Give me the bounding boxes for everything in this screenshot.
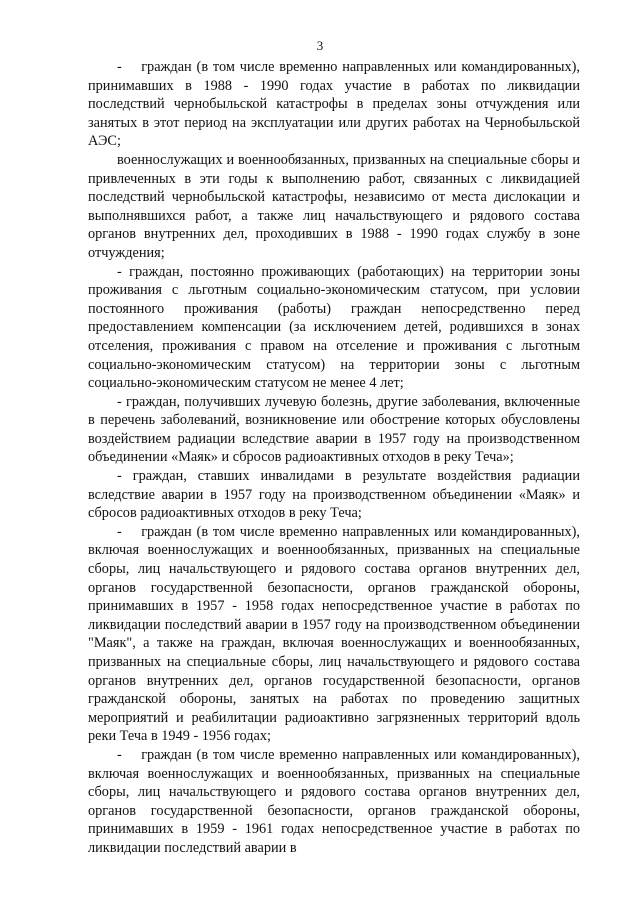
- paragraph-disabled-mayak: - граждан, ставших инвалидами в результате воздействия радиации вследствие аварии в 1957 году на производственном объединении «Маяк» и сбросов радиоактивных отходов в реку Теча;: [88, 468, 580, 522]
- document-body: [88, 58, 580, 858]
- paragraph-preferential-zone-residents: - граждан, постоянно проживающих (работающих) на территории зоны проживания с льготным социально-экономическим статусом, при условии постоянного проживания (работы) граждан непосредственно перед предоставлением компенсации (за исключением детей, родившихся в зонах отселения, проживания с правом на отселение и проживания с льготным социально-экономическим статусом) на территории зоны с льготным социально-экономическим статусом не менее 4 лет;: [88, 263, 580, 392]
- paragraph-chernobyl-workers-1988: - граждан (в том числе временно направленных или командированных), принимавших в 1988 - 1990 годах участие в работах по ликвидации последствий чернобыльской катастрофы в пределах зоны отчуждения или занятых в этот период на эксплуатации или других работах на Чернобыльской АЭС;: [88, 59, 580, 150]
- paragraph-liquidators-1959: - граждан (в том числе временно направленных или командированных), включая военнослужащих и военнообязанных, призванных на специальные сборы, лиц начальствующего и рядового состава органов внутренних дел, органов государственной безопасности, органов гражданской обороны, принимавших в 1959 - 1961 годах непосредственное участие в работах по ликвидации последствий аварии в: [88, 746, 580, 856]
- paragraph-radiation-illness-mayak: - граждан, получивших лучевую болезнь, другие заболевания, включенные в перечень заболеваний, возникновение или обострение которых обусловлены воздействием радиации вследствие аварии в 1957 году на производственном объединении «Маяк» и сбросов радиоактивных отходов в реку Теча»;: [88, 393, 580, 466]
- paragraph-mayak-liquidators-1957: - граждан (в том числе временно направленных или командированных), включая военнослужащих и военнообязанных, призванных на специальные сборы, лиц начальствующего и рядового состава органов внутренних дел, органов государственной безопасности, органов гражданской обороны, принимавших в 1957 - 1958 годах непосредственное участие в работах по ликвидации последствий аварии в 1957 году на производственном объединении "Маяк", а также на граждан, включая военнослужащих и военнообязанных, призванных на специальные сборы, лиц начальствующего и рядового состава органов внутренних дел, органов государственной безопасности, органов гражданской обороны, занятых на работах по проведению защитных мероприятий и реабилитации радиоактивно загрязненных территорий вдоль реки Теча в 1949 - 1956 годах;: [88, 523, 580, 745]
- page-number: 3: [316, 38, 324, 53]
- paragraph-military-chernobyl: военнослужащих и военнообязанных, призванных на специальные сборы и привлеченных в эти годы к выполнению работ, связанных с ликвидацией последствий чернобыльской катастрофы, независимо от места дислокации и выполнявшихся работ, а также лиц начальствующего и рядового состава органов внутренних дел, проходивших в 1988 - 1990 годах службу в зоне отчуждения;: [88, 151, 580, 261]
